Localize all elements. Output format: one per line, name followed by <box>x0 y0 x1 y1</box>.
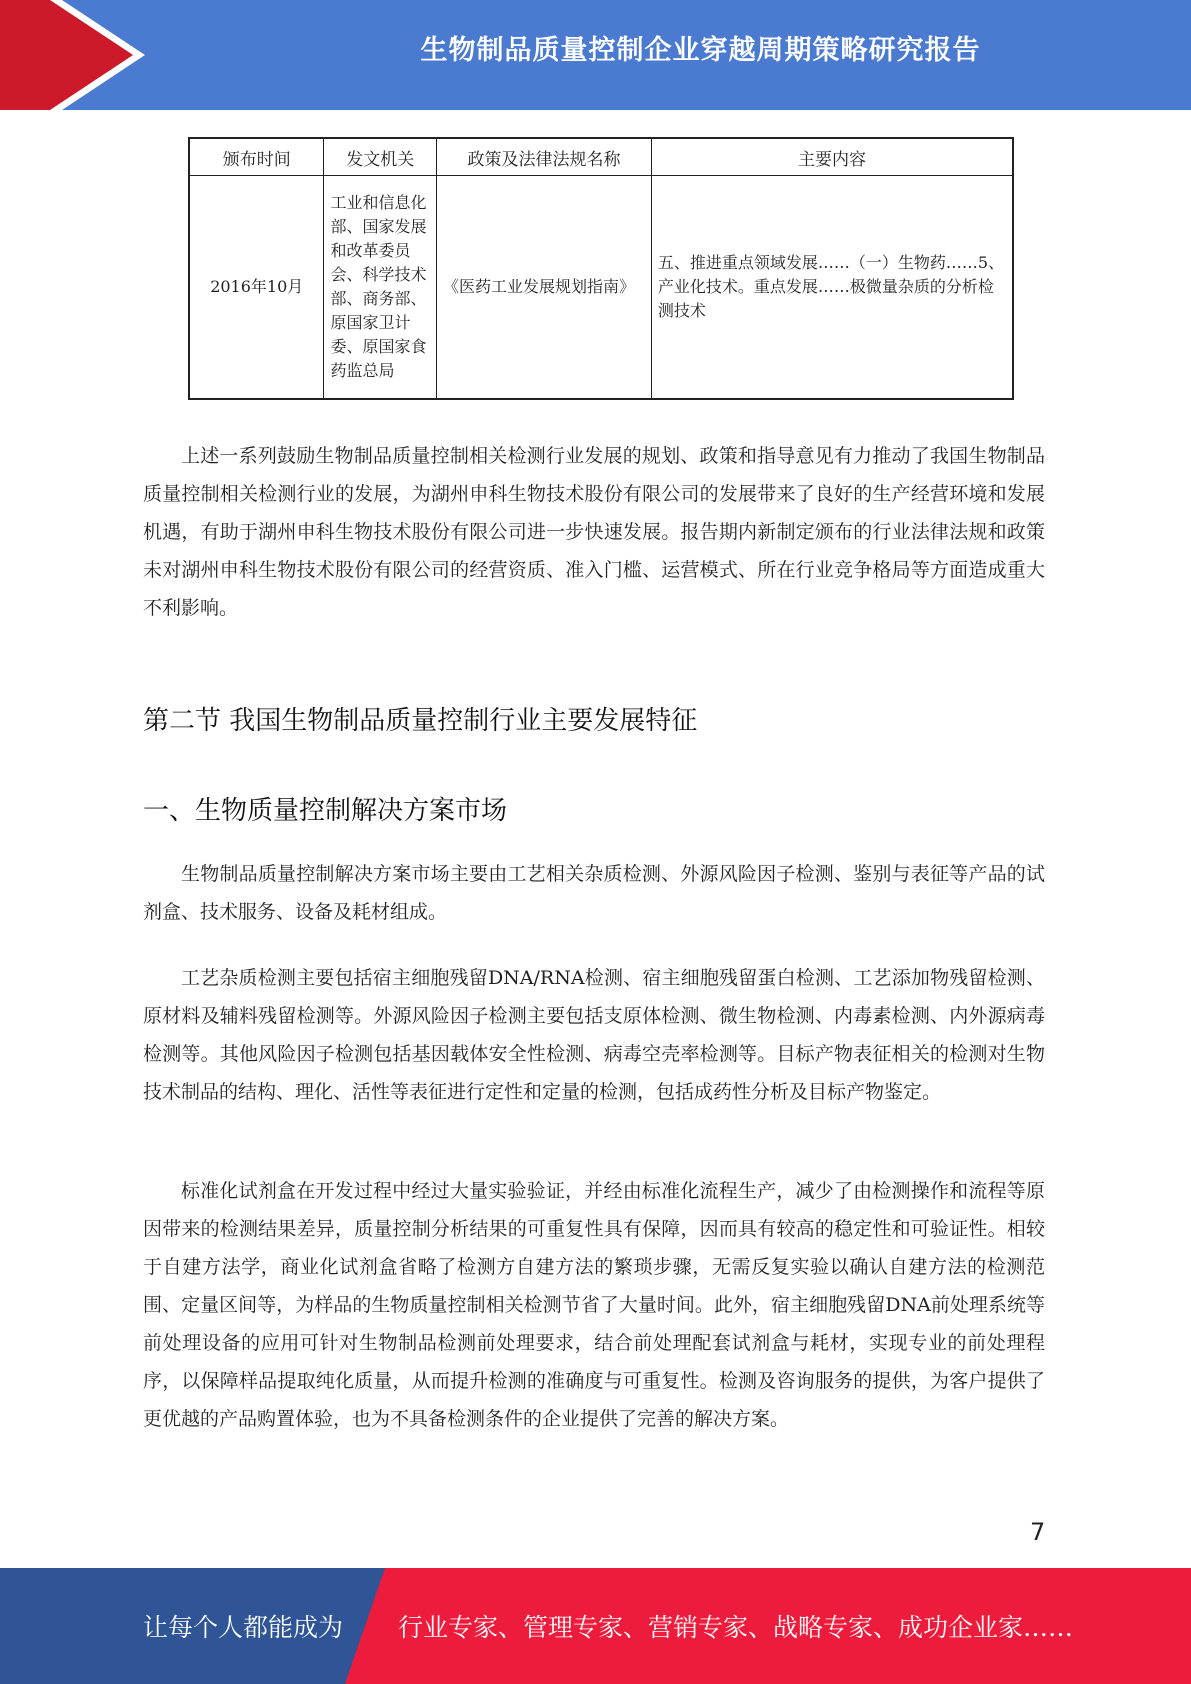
paragraph-impurity-detection: 工艺杂质检测主要包括宿主细胞残留DNA/RNA检测、宿主细胞残留蛋白检测、工艺添加物残留检测、原材料及辅料残留检测等。外源风险因子检测主要包括支原体检测、微生物检测、内毒素检测、内外源病毒检测等。其他风险因子检测包括基因载体安全性检测、病毒空壳率检测等。目标产物表征相关的检测对生物技术制品的结构、理化、活性等表征进行定性和定量的检测，包括成药性分析及目标产物鉴定。 <box>143 967 1045 1103</box>
column-header-content: 主要内容 <box>651 138 1013 176</box>
cell-content: 五、推进重点领域发展……（一）生物药……5、产业化技术。重点发展……极微量杂质的分析检测技术 <box>651 176 1013 400</box>
column-header-date: 颁布时间 <box>189 138 324 176</box>
column-header-name: 政策及法律法规名称 <box>437 138 652 176</box>
header-title: 生物制品质量控制企业穿越周期策略研究报告 <box>420 35 981 66</box>
page-number: 7 <box>1030 1518 1046 1546</box>
table-header-row <box>189 138 1013 176</box>
footer-slogan-right: 行业专家、管理专家、营销专家、战略专家、成功企业家…… <box>398 1613 1074 1642</box>
page-header <box>0 0 1191 110</box>
paragraph-market-composition: 生物制品质量控制解决方案市场主要由工艺相关杂质检测、外源风险因子检测、鉴别与表征等产品的试剂盒、技术服务、设备及耗材组成。 <box>143 863 1045 923</box>
cell-date: 2016年10月 <box>189 176 324 400</box>
policy-table <box>188 137 1014 400</box>
column-header-org: 发文机关 <box>324 138 437 176</box>
footer-slogan-left: 让每个人都能成为 <box>143 1613 344 1642</box>
cell-name: 《医药工业发展规划指南》 <box>437 176 652 400</box>
paragraph-standard-kits: 标准化试剂盒在开发过程中经过大量实验验证，并经由标准化流程生产，减少了由检测操作和流程等原因带来的检测结果差异，质量控制分析结果的可重复性具有保障，因而具有较高的稳定性和可验证性。相较于自建方法学，商业化试剂盒省略了检测方自建方法的繁琐步骤，无需反复实验以确认自建方法的检测范围、定量区间等，为样品的生物质量控制相关检测节省了大量时间。此外，宿主细胞残留DNA前处理系统等前处理设备的应用可针对生物制品检测前处理要求，结合前处理配套试剂盒与耗材，实现专业的前处理程序，以保障样品提取纯化质量，从而提升检测的准确度与可重复性。检测及咨询服务的提供，为客户提供了更优越的产品购置体验，也为不具备检测条件的企业提供了完善的解决方案。 <box>143 1180 1045 1430</box>
section-title: 第二节 我国生物制品质量控制行业主要发展特征 <box>143 706 698 736</box>
page-footer <box>0 1568 1191 1684</box>
paragraph-policy-impact: 上述一系列鼓励生物制品质量控制相关检测行业发展的规划、政策和指导意见有力推动了我国生物制品质量控制相关检测行业的发展，为湖州申科生物技术股份有限公司的发展带来了良好的生产经营环境和发展机遇，有助于湖州申科生物技术股份有限公司进一步快速发展。报告期内新制定颁布的行业法律法规和政策未对湖州申科生物技术股份有限公司的经营资质、准入门槛、运营模式、所在行业竞争格局等方面造成重大不利影响。 <box>143 445 1045 619</box>
cell-org: 工业和信息化部、国家发展和改革委员会、科学技术部、商务部、原国家卫计委、原国家食药监总局 <box>324 176 437 400</box>
table-row <box>189 176 1013 400</box>
subsection-title: 一、生物质量控制解决方案市场 <box>143 796 508 826</box>
